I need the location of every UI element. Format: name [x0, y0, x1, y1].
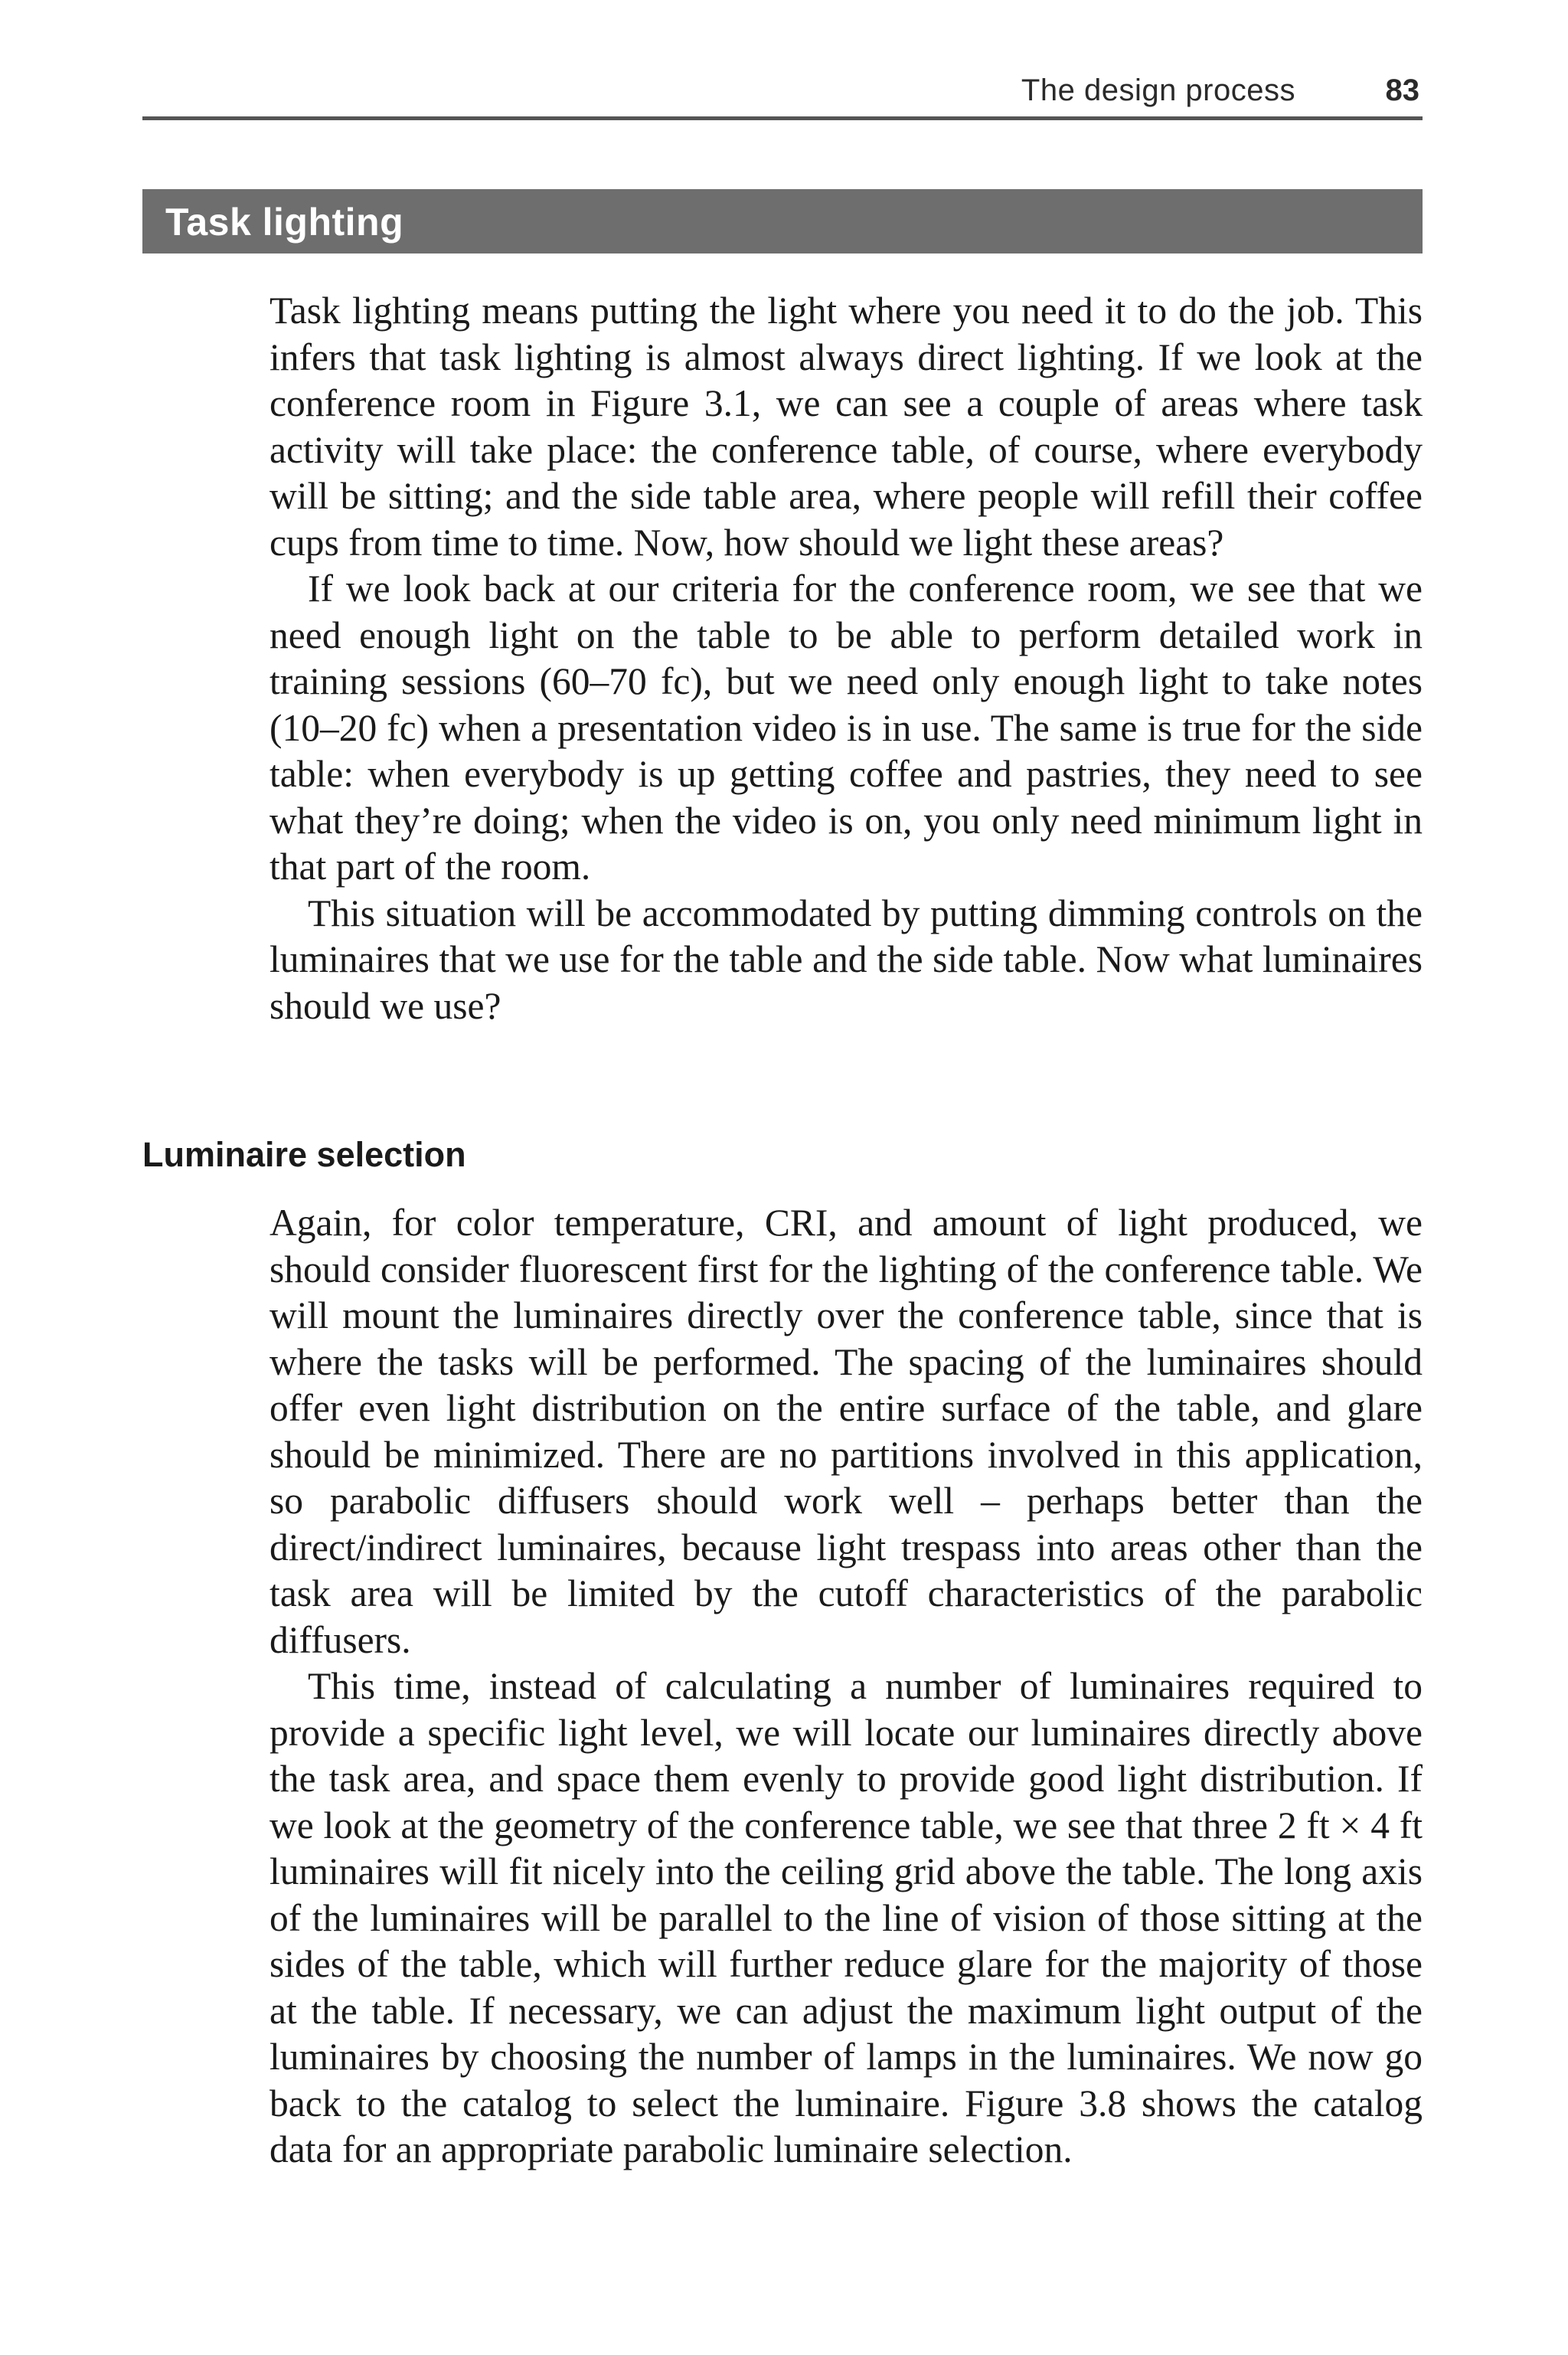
subsection-body — [270, 1200, 1423, 2173]
header-rule — [142, 116, 1423, 120]
running-head — [142, 74, 1423, 112]
running-head-title: The design process — [1021, 74, 1295, 107]
section-heading-bar — [142, 189, 1423, 253]
section-body — [270, 288, 1423, 1029]
page-number: 83 — [1385, 74, 1419, 107]
paragraph: Again, for color temperature, CRI, and amount of light produced, we should consider fluorescent first for the lighting of the conference table. We will mount the luminaires directly over the conference table, since that is where the tasks will be performed. The spacing of the luminaires should offer even light distribution on the entire surface of the table, and glare should be minimized. There are no partitions involved in this application, so parabolic diffusers should work well – perhaps better than the direct/indirect luminaires, because light trespass into areas other than the task area will be limited by the cutoff characteristics of the parabolic diffusers. — [270, 1202, 1423, 1661]
paragraph: This situation will be accommodated by putting dimming controls on the luminaires that we use for the table and the side table. Now what luminaires should we use? — [270, 891, 1423, 1027]
paragraph: If we look back at our criteria for the conference room, we see that we need enough light on the table to be able to perform detailed work in training sessions (60–70 fc), but we need only enough light to take notes (10–20 fc) when a presentation video is in use. The same is true for the side table: when everybody is up getting coffee and pastries, they need to see what they’re doing; when the video is on, you only need minimum light in that part of the room. — [270, 567, 1423, 888]
paragraph: Task lighting means putting the light where you need it to do the job. This infers that task lighting is almost always direct lighting. If we look at the conference room in Figure 3.1, we can see a couple of areas where task activity will take place: the conference table, of course, where everybody will be sitting; and the side table area, where people will refill their coffee cups from time to time. Now, how should we light these areas? — [270, 289, 1423, 564]
section-title: Task lighting — [165, 201, 404, 244]
subsection-title: Luminaire selection — [142, 1135, 466, 1174]
paragraph: This time, instead of calculating a number of luminaires required to provide a specific light level, we will locate our luminaires directly above the task area, and space them evenly to provide good light distribution. If we look at the geometry of the conference table, we see that three 2 ft × 4 ft luminaires will fit nicely into the ceiling grid above the table. The long axis of the luminaires will be parallel to the line of vision of those sitting at the sides of the table, which will further reduce glare for the majority of those at the table. If necessary, we can adjust the maximum light output of the luminaires by choosing the number of lamps in the luminaires. We now go back to the catalog to select the luminaire. Figure 3.8 shows the catalog data for an appropriate parabolic luminaire selection. — [270, 1665, 1423, 2170]
